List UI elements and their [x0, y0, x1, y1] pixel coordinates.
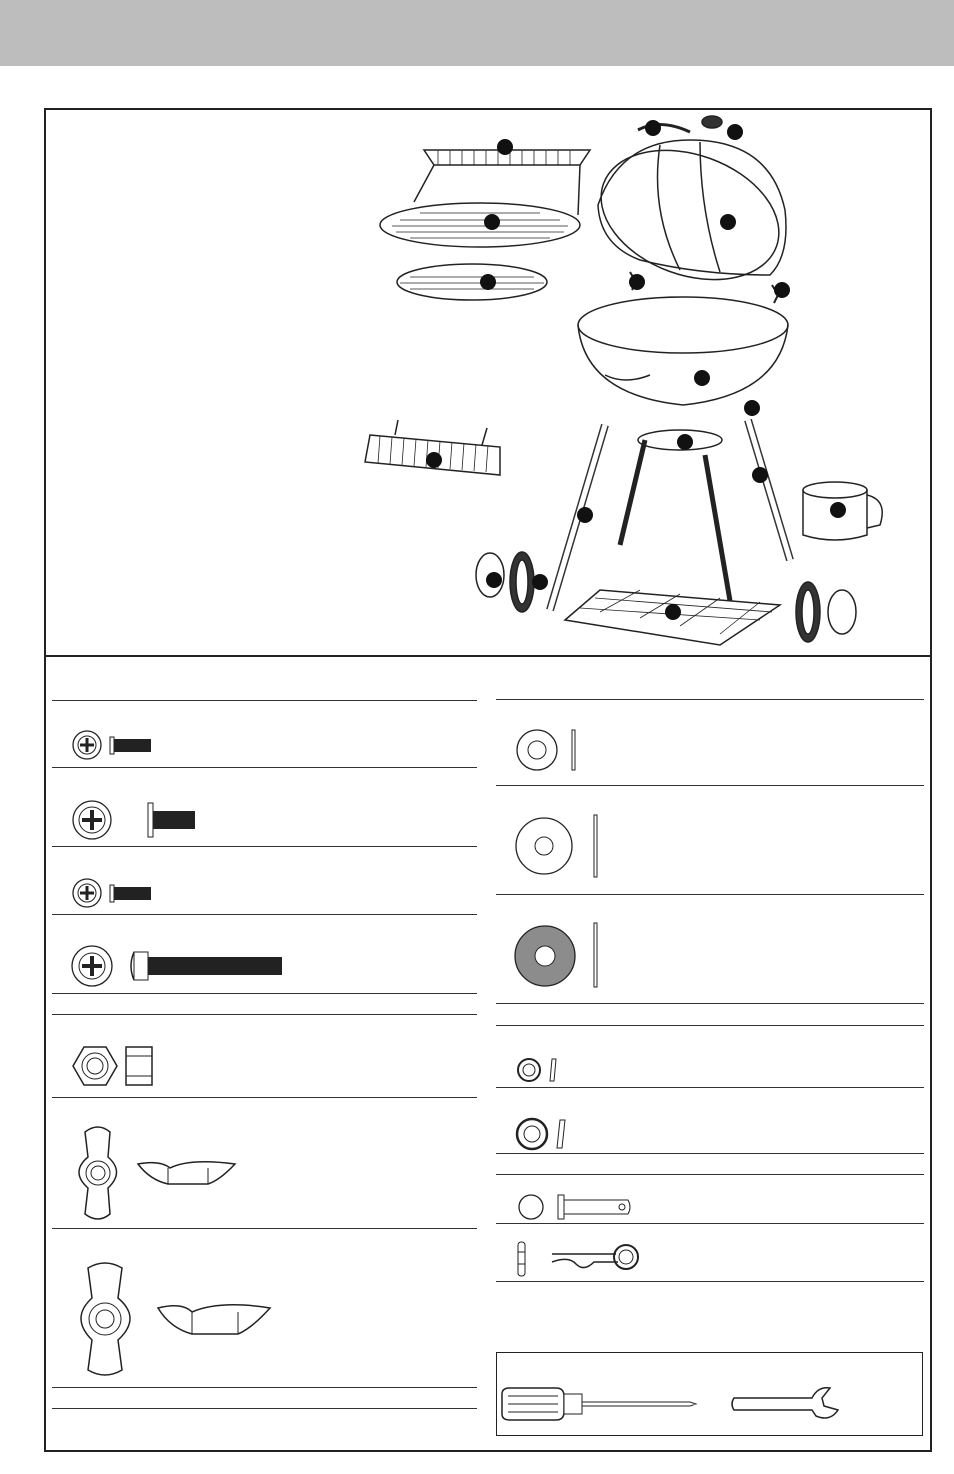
row-rule: [52, 1014, 477, 1015]
large-wing-nut-icon: [70, 1258, 280, 1384]
small-screw-icon: [70, 876, 160, 910]
row-rule: [52, 1387, 477, 1388]
row-rule: [496, 1087, 924, 1088]
row-rule: [52, 767, 477, 768]
row-rule: [496, 785, 924, 786]
screw-icon: [70, 797, 200, 843]
lid: [583, 127, 797, 303]
rubber-washer-icon: [514, 921, 604, 991]
lock-washer-icon: [514, 1116, 574, 1152]
wrench-icon: [730, 1384, 850, 1424]
row-rule: [496, 1223, 924, 1224]
hubcap-right: [828, 590, 856, 634]
small-wing-nut-icon: [70, 1122, 250, 1226]
cooking-grate: [380, 203, 580, 247]
charcoal-grate: [397, 264, 547, 300]
section-divider: [44, 655, 932, 657]
row-rule: [52, 914, 477, 915]
hair-pin-icon: [514, 1240, 644, 1280]
exploded-grill-diagram: [350, 112, 910, 652]
row-rule: [496, 1025, 924, 1026]
clevis-pin-icon: [514, 1193, 644, 1221]
row-rule: [52, 1228, 477, 1229]
hex-nut-icon: [70, 1042, 160, 1092]
leg-center: [620, 440, 645, 545]
row-rule: [496, 1153, 924, 1154]
row-rule: [52, 846, 477, 847]
small-lock-washer-icon: [514, 1055, 564, 1085]
header-bar: [0, 0, 954, 66]
row-rule: [496, 894, 924, 895]
row-rule: [52, 1097, 477, 1098]
row-rule: [496, 699, 924, 700]
row-rule: [52, 1408, 477, 1409]
bowl: [578, 297, 788, 405]
large-washer-icon: [514, 813, 604, 879]
vent: [702, 116, 722, 128]
small-screw-icon: [70, 728, 160, 762]
screwdriver-icon: [500, 1384, 700, 1424]
row-rule: [496, 1003, 924, 1004]
long-bolt-icon: [70, 942, 290, 990]
row-rule: [496, 1174, 924, 1175]
row-rule: [496, 1281, 924, 1282]
row-rule: [52, 700, 477, 701]
row-rule: [52, 993, 477, 994]
small-washer-icon: [514, 727, 584, 773]
